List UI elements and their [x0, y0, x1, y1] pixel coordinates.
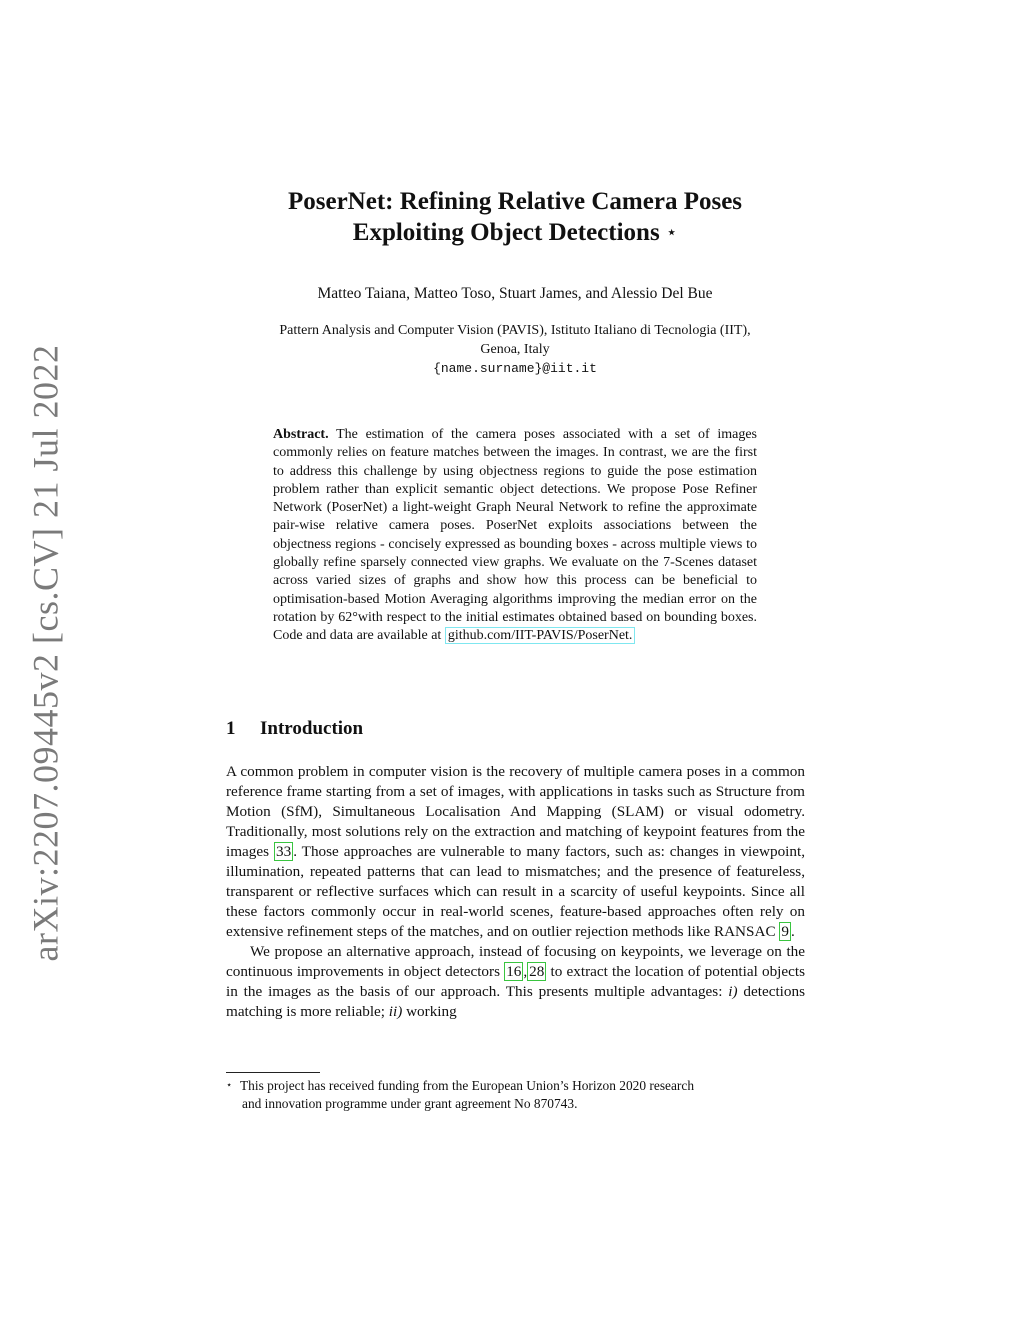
- title-line-2-text: Exploiting Object Detections: [352, 219, 660, 246]
- paragraph-2-text-d: working: [402, 1003, 457, 1020]
- paragraph-1-text-b: . Those approaches are vulnerable to many factors, such as: changes in viewpoint, illumination, repeated patterns that can lead to mismatches; and the presence of featureless, transparent or reflective surfaces which can result in a scarcity of useful keypoints. Since all these factors commonly occur in real-world scenes, feature-based approaches often rely on extensive refinement steps of the matches, and on outlier rejection methods like RANSAC: [226, 843, 805, 940]
- section-title: Introduction: [260, 718, 364, 739]
- title-line-2: [200, 217, 830, 248]
- footnote-line-2: and innovation programme under grant agreement No 870743.: [242, 1096, 578, 1111]
- paragraph-2-text-c: detections matching is more reliable;: [226, 983, 805, 1020]
- title-line-1: PoserNet: Refining Relative Camera Poses: [287, 188, 743, 215]
- footnote-line-1: [226, 1077, 805, 1095]
- affiliation-line-1: Pattern Analysis and Computer Vision (PAVIS), Istituto Italiano di Tecnologia (IIT),: [279, 323, 751, 338]
- footnote-mark: ⋆: [226, 1080, 233, 1091]
- paragraph-2-text-a: We propose an alternative approach, instead of focusing on keypoints, we leverage on the continuous improvements in object detectors: [226, 943, 805, 980]
- paragraph-2-emphasis-b: ii): [388, 1003, 403, 1020]
- arxiv-identifier: [25, 344, 65, 961]
- section-number: 1: [226, 718, 236, 739]
- author-email: {name.surname}@iit.it: [433, 361, 597, 376]
- author-list: Matteo Taiana, Matteo Toso, Stuart James, and Alessio Del Bue: [317, 285, 713, 302]
- citation-link[interactable]: 28: [529, 963, 545, 980]
- abstract-label: Abstract.: [273, 427, 329, 442]
- code-link[interactable]: github.com/IIT-PAVIS/PoserNet.: [445, 627, 636, 644]
- footnote-line-1-text: This project has received funding from the European Union’s Horizon 2020 research: [240, 1078, 695, 1093]
- arxiv-identifier-text: arXiv:2207.09445v2 [cs.CV] 21 Jul 2022: [25, 344, 65, 961]
- section-heading: [226, 718, 363, 740]
- footnote: [226, 1077, 805, 1113]
- paragraph-2-emphasis-a: i): [728, 983, 738, 1000]
- paragraph-2: [226, 942, 805, 1022]
- abstract: [273, 426, 757, 646]
- paragraph-1-text-a: A common problem in computer vision is the recovery of multiple camera poses in a common reference frame starting from a set of images, with applications in tasks such as Structure from Motion (SfM), Simultaneous Localisation And Mapping (SLAM) or visual odometry. Traditionally, most solutions rely on the extraction and matching of keypoint features from the images: [226, 763, 805, 860]
- paper-title: [200, 186, 830, 248]
- citation-link[interactable]: 9: [781, 923, 789, 940]
- citation-separator: ,: [523, 963, 528, 980]
- title-footnote-mark: ⋆: [665, 222, 678, 242]
- paragraph-1: [226, 762, 805, 942]
- affiliation: [200, 321, 830, 378]
- paragraph-1-text-c: .: [790, 923, 795, 940]
- paragraph-2-text-b: to extract the location of potential objects in the images as the basis of our approach. This presents multiple advantages:: [226, 963, 806, 1000]
- abstract-text: The estimation of the camera poses associated with a set of images commonly relies on feature matches between the images. In contrast, we are the first to address this challenge by using objectness regions to guide the pose estimation problem rather than explicit semantic object detections. We propose Pose Refiner Network (PoserNet) a light-weight Graph Neural Network to refine the approximate pair-wise relative camera poses. PoserNet exploits associations between the objectness regions - concisely expressed as bounding boxes - across multiple views to globally refine sparsely connected view graphs. We evaluate on the 7-Scenes dataset across varied sizes of graphs and show how this process can be beneficial to optimisation-based Motion Averaging algorithms improving the median error on the rotation by 62°with respect to the initial estimates obtained based on bounding boxes. Code and data are available at: [273, 427, 757, 644]
- citation-link[interactable]: 33: [276, 843, 292, 860]
- footnote-rule: [226, 1072, 320, 1073]
- affiliation-line-2: Genoa, Italy: [480, 342, 550, 357]
- citation-link[interactable]: 16: [506, 963, 522, 980]
- introduction-body: [226, 762, 805, 1022]
